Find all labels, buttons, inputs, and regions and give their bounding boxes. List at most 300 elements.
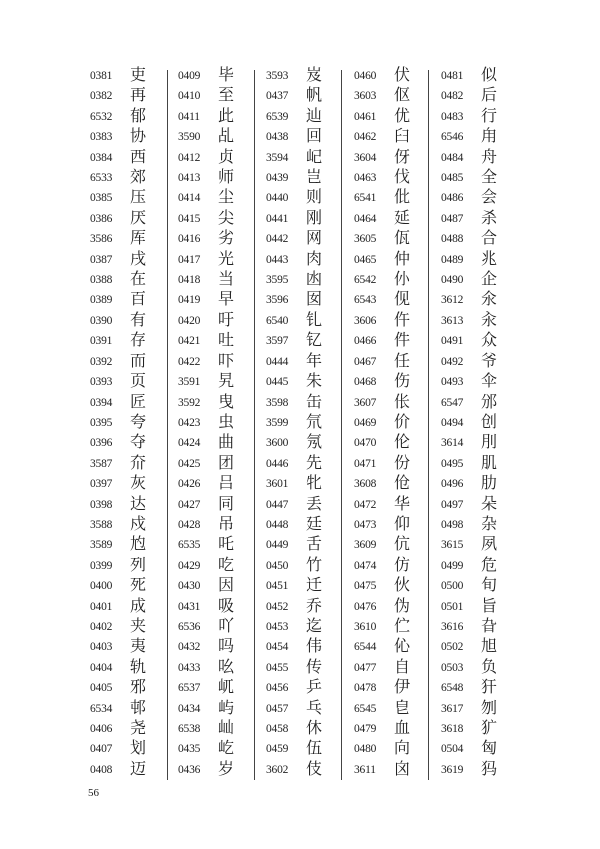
chinese-character: 舟 xyxy=(481,148,498,166)
table-row xyxy=(266,597,352,617)
character-code: 0469 xyxy=(354,416,377,429)
chinese-character: 则 xyxy=(306,189,323,207)
table-row xyxy=(90,515,176,535)
table-row xyxy=(178,372,264,392)
chinese-character: 尘 xyxy=(218,189,235,207)
table-row xyxy=(178,413,264,433)
table-row xyxy=(178,658,264,678)
character-code: 0428 xyxy=(178,518,201,531)
table-row xyxy=(266,148,352,168)
table-row xyxy=(441,699,527,719)
character-code: 0392 xyxy=(90,355,113,368)
chinese-character: 屿 xyxy=(218,699,235,717)
chinese-character: 贞 xyxy=(218,148,235,166)
character-code: 0390 xyxy=(90,314,113,327)
chinese-character: 当 xyxy=(218,271,235,289)
chinese-character: 尥 xyxy=(130,536,147,554)
character-code: 0499 xyxy=(441,559,464,572)
character-code: 0498 xyxy=(441,518,464,531)
table-row xyxy=(441,454,527,474)
chinese-character: 伪 xyxy=(394,597,411,615)
character-code: 0429 xyxy=(178,559,201,572)
character-code: 6539 xyxy=(266,110,289,123)
character-code: 3617 xyxy=(441,702,464,715)
character-code: 0493 xyxy=(441,376,464,389)
table-row xyxy=(178,535,264,555)
table-row xyxy=(441,739,527,759)
table-row xyxy=(441,678,527,698)
chinese-character: 划 xyxy=(130,740,147,758)
character-code: 0403 xyxy=(90,641,113,654)
character-code: 0477 xyxy=(354,661,377,674)
table-row xyxy=(178,209,264,229)
character-code: 6538 xyxy=(178,723,201,735)
character-code: 0386 xyxy=(90,212,113,225)
table-row xyxy=(178,576,264,596)
character-code: 0449 xyxy=(266,539,289,552)
table-row xyxy=(178,760,264,780)
chinese-character: 夙 xyxy=(481,536,498,554)
chinese-character: 吓 xyxy=(218,352,235,370)
table-row xyxy=(178,719,264,739)
chinese-character: 吒 xyxy=(218,536,235,554)
character-code: 3597 xyxy=(266,335,289,348)
chinese-character: 兆 xyxy=(481,250,498,268)
table-row xyxy=(90,168,176,188)
chinese-character: 旭 xyxy=(481,638,498,656)
chinese-character: 吕 xyxy=(218,475,235,493)
character-code: 0448 xyxy=(266,518,289,531)
chinese-character: 吃 xyxy=(218,556,235,574)
chinese-character: 伣 xyxy=(394,291,411,309)
chinese-character: 犴 xyxy=(481,679,498,697)
table-row xyxy=(266,699,352,719)
chinese-character: 件 xyxy=(394,332,411,350)
character-code: 6548 xyxy=(441,682,464,695)
character-code: 0446 xyxy=(266,457,289,470)
character-code: 0381 xyxy=(90,70,113,82)
chinese-character: 先 xyxy=(306,454,323,472)
character-code: 0422 xyxy=(178,355,201,368)
table-row xyxy=(178,86,264,106)
table-row xyxy=(266,229,352,249)
character-code: 0395 xyxy=(90,416,113,429)
chinese-character: 仿 xyxy=(394,556,411,574)
chinese-character: 此 xyxy=(218,107,235,125)
character-code: 3616 xyxy=(441,620,464,633)
character-code: 6547 xyxy=(441,396,464,409)
chinese-character: 囟 xyxy=(394,760,411,778)
chinese-character: 辿 xyxy=(306,107,323,125)
table-row xyxy=(90,433,176,453)
character-code: 0454 xyxy=(266,641,289,654)
character-code: 3610 xyxy=(354,620,377,633)
character-code: 3603 xyxy=(354,90,377,103)
character-code: 3614 xyxy=(441,437,464,450)
character-code: 3604 xyxy=(354,151,377,164)
chinese-character: 行 xyxy=(481,107,498,125)
chinese-character: 伦 xyxy=(394,434,411,452)
chinese-character: 屾 xyxy=(218,720,235,737)
table-row xyxy=(90,290,176,310)
table-row xyxy=(266,739,352,759)
character-code: 0383 xyxy=(90,131,113,144)
chinese-character: 同 xyxy=(218,495,235,513)
chinese-character: 尧 xyxy=(130,720,147,737)
character-code: 0382 xyxy=(90,90,113,103)
character-code: 0481 xyxy=(441,70,464,82)
chinese-character: 吖 xyxy=(218,617,235,635)
column-divider xyxy=(428,70,429,780)
character-code: 0501 xyxy=(441,600,464,613)
character-code: 0462 xyxy=(354,131,377,144)
table-column xyxy=(90,66,176,780)
chinese-character: 劣 xyxy=(218,230,235,248)
character-code: 6541 xyxy=(354,192,377,205)
character-code: 0419 xyxy=(178,294,201,307)
chinese-character: 肋 xyxy=(481,475,498,493)
chinese-character: 乔 xyxy=(306,597,323,615)
character-code: 0470 xyxy=(354,437,377,450)
chinese-character: 而 xyxy=(130,352,147,370)
table-row xyxy=(90,270,176,290)
table-row xyxy=(441,515,527,535)
table-row xyxy=(266,331,352,351)
chinese-character: 轨 xyxy=(130,658,147,676)
chinese-character: 华 xyxy=(394,495,411,513)
chinese-character: 臼 xyxy=(394,128,411,146)
character-code: 0401 xyxy=(90,600,113,613)
character-code: 3586 xyxy=(90,233,113,246)
chinese-character: 旨 xyxy=(481,597,498,615)
character-code: 3588 xyxy=(90,518,113,531)
character-code: 3595 xyxy=(266,274,289,287)
table-row xyxy=(178,331,264,351)
chinese-character: 有 xyxy=(130,311,147,329)
table-row xyxy=(90,66,176,86)
chinese-character: 吁 xyxy=(218,311,235,329)
chinese-character: 合 xyxy=(481,230,498,248)
chinese-character: 向 xyxy=(394,740,411,758)
character-code: 0447 xyxy=(266,498,289,511)
chinese-character: 甪 xyxy=(481,128,498,146)
table-row xyxy=(441,637,527,657)
table-row xyxy=(441,127,527,147)
chinese-character: 乒 xyxy=(306,679,323,697)
chinese-character: 回 xyxy=(306,128,323,146)
table-row xyxy=(266,127,352,147)
character-code: 3612 xyxy=(441,294,464,307)
chinese-character: 伙 xyxy=(394,577,411,595)
chinese-character: 毕 xyxy=(218,67,235,84)
chinese-character: 团 xyxy=(218,454,235,472)
chinese-character: 页 xyxy=(130,373,147,391)
character-code: 3592 xyxy=(178,396,201,409)
table-row xyxy=(441,393,527,413)
chinese-character: 屺 xyxy=(306,148,323,166)
character-code: 0480 xyxy=(354,743,377,756)
chinese-character: 灰 xyxy=(130,475,147,493)
table-row xyxy=(441,148,527,168)
table-row xyxy=(90,188,176,208)
character-code: 0412 xyxy=(178,151,201,164)
chinese-character: 肉 xyxy=(306,250,323,268)
table-column xyxy=(178,66,264,780)
table-row xyxy=(441,617,527,637)
character-code: 0408 xyxy=(90,763,113,776)
chinese-character: 竹 xyxy=(306,556,323,574)
chinese-character: 氘 xyxy=(306,413,323,431)
table-row xyxy=(90,597,176,617)
character-code: 0402 xyxy=(90,620,113,633)
chinese-character: 列 xyxy=(130,556,147,574)
chinese-character: 尖 xyxy=(218,209,235,227)
chinese-character: 舌 xyxy=(306,536,323,554)
chinese-character: 迄 xyxy=(306,617,323,635)
character-code: 0442 xyxy=(266,233,289,246)
character-code: 0425 xyxy=(178,457,201,470)
chinese-character: 乩 xyxy=(218,128,235,146)
chinese-character: 迈 xyxy=(130,760,147,778)
chinese-character: 皀 xyxy=(394,699,411,717)
character-code: 0472 xyxy=(354,498,377,511)
table-row xyxy=(90,393,176,413)
table-row xyxy=(441,86,527,106)
character-code: 3598 xyxy=(266,396,289,409)
chinese-character: 伛 xyxy=(394,87,411,105)
table-row xyxy=(266,290,352,310)
chinese-character: 再 xyxy=(130,87,147,105)
table-row xyxy=(266,678,352,698)
chinese-character: 伫 xyxy=(394,617,411,635)
character-code: 0471 xyxy=(354,457,377,470)
table-row xyxy=(266,188,352,208)
character-code: 0407 xyxy=(90,743,113,756)
table-row xyxy=(441,433,527,453)
chinese-character: 杀 xyxy=(481,209,498,227)
table-row xyxy=(441,658,527,678)
character-code: 6535 xyxy=(178,539,201,552)
character-code: 6543 xyxy=(354,294,377,307)
table-row xyxy=(178,617,264,637)
character-code: 0406 xyxy=(90,723,113,735)
table-row xyxy=(90,495,176,515)
table-row xyxy=(90,107,176,127)
table-row xyxy=(266,454,352,474)
chinese-character: 邠 xyxy=(481,393,498,411)
character-code: 0492 xyxy=(441,355,464,368)
table-row xyxy=(178,393,264,413)
chinese-character: 刖 xyxy=(481,434,498,452)
chinese-character: 曲 xyxy=(218,434,235,452)
chinese-character: 犷 xyxy=(481,720,498,737)
table-row xyxy=(178,311,264,331)
chinese-character: 旯 xyxy=(218,373,235,391)
character-code: 0434 xyxy=(178,702,201,715)
table-row xyxy=(266,535,352,555)
chinese-character: 早 xyxy=(218,291,235,309)
character-code: 6546 xyxy=(441,131,464,144)
table-row xyxy=(178,556,264,576)
chinese-character: 凼 xyxy=(306,271,323,289)
character-code: 0393 xyxy=(90,376,113,389)
chinese-character: 负 xyxy=(481,658,498,676)
chinese-character: 夸 xyxy=(130,413,147,431)
chinese-character: 光 xyxy=(218,250,235,268)
character-code: 0384 xyxy=(90,151,113,164)
table-row xyxy=(441,311,527,331)
table-row xyxy=(90,352,176,372)
character-code: 0495 xyxy=(441,457,464,470)
table-row xyxy=(441,66,527,86)
character-code: 0394 xyxy=(90,396,113,409)
table-row xyxy=(178,474,264,494)
character-code: 0411 xyxy=(178,110,200,123)
chinese-character: 汆 xyxy=(481,311,498,329)
chinese-character: 企 xyxy=(481,271,498,289)
character-code: 3605 xyxy=(354,233,377,246)
table-row xyxy=(178,637,264,657)
chinese-character: 吐 xyxy=(218,332,235,350)
table-row xyxy=(90,719,176,739)
chinese-character: 后 xyxy=(481,87,498,105)
table-row xyxy=(441,535,527,555)
table-row xyxy=(266,413,352,433)
chinese-character: 伎 xyxy=(306,760,323,778)
table-row xyxy=(266,393,352,413)
table-row xyxy=(266,352,352,372)
character-code: 0444 xyxy=(266,355,289,368)
chinese-character: 伊 xyxy=(394,679,411,697)
table-row xyxy=(90,127,176,147)
character-code: 3606 xyxy=(354,314,377,327)
table-row xyxy=(178,678,264,698)
page-number: 56 xyxy=(88,787,99,799)
character-code: 0457 xyxy=(266,702,289,715)
table-row xyxy=(90,148,176,168)
character-code: 0497 xyxy=(441,498,464,511)
chinese-character: 厍 xyxy=(130,230,147,248)
character-code: 0432 xyxy=(178,641,201,654)
table-row xyxy=(178,699,264,719)
table-row xyxy=(266,311,352,331)
table-row xyxy=(266,576,352,596)
table-row xyxy=(178,127,264,147)
character-code: 0455 xyxy=(266,661,289,674)
table-row xyxy=(90,372,176,392)
chinese-character: 缶 xyxy=(306,393,323,411)
character-code: 0490 xyxy=(441,274,464,287)
table-row xyxy=(266,372,352,392)
chinese-character: 休 xyxy=(306,720,323,737)
table-row xyxy=(266,209,352,229)
table-row xyxy=(441,270,527,290)
character-code: 0475 xyxy=(354,580,377,593)
chinese-character: 夷 xyxy=(130,638,147,656)
chinese-character: 似 xyxy=(481,67,498,84)
table-row xyxy=(441,576,527,596)
chinese-character: 郊 xyxy=(130,169,147,187)
character-code: 0456 xyxy=(266,682,289,695)
character-code: 0439 xyxy=(266,172,289,185)
character-code: 3594 xyxy=(266,151,289,164)
table-row xyxy=(441,229,527,249)
chinese-character: 任 xyxy=(394,352,411,370)
chinese-character: 成 xyxy=(130,597,147,615)
table-row xyxy=(178,270,264,290)
table-column xyxy=(441,66,527,780)
character-code: 0410 xyxy=(178,90,201,103)
character-code: 0397 xyxy=(90,478,113,491)
character-code: 0414 xyxy=(178,192,201,205)
character-code: 0465 xyxy=(354,253,377,266)
table-row xyxy=(90,658,176,678)
table-row xyxy=(266,495,352,515)
character-code: 0427 xyxy=(178,498,201,511)
table-row xyxy=(178,107,264,127)
chinese-character: 年 xyxy=(306,352,323,370)
table-row xyxy=(441,474,527,494)
chinese-character: 厌 xyxy=(130,209,147,227)
chinese-character: 吆 xyxy=(218,658,235,676)
character-code: 6536 xyxy=(178,620,201,633)
table-row xyxy=(178,168,264,188)
chinese-character: 钆 xyxy=(306,311,323,329)
character-code: 0487 xyxy=(441,212,464,225)
table-row xyxy=(178,148,264,168)
character-code: 0503 xyxy=(441,661,464,674)
character-code: 0400 xyxy=(90,580,113,593)
chinese-character: 伐 xyxy=(394,169,411,187)
character-code: 3619 xyxy=(441,763,464,776)
chinese-character: 曳 xyxy=(218,393,235,411)
table-row xyxy=(90,739,176,759)
chinese-character: 存 xyxy=(130,332,147,350)
character-code: 0385 xyxy=(90,192,113,205)
character-code: 0466 xyxy=(354,335,377,348)
table-row xyxy=(266,760,352,780)
chinese-character: 刎 xyxy=(481,699,498,717)
character-code: 0500 xyxy=(441,580,464,593)
table-row xyxy=(441,331,527,351)
table-row xyxy=(90,678,176,698)
chinese-character: 份 xyxy=(394,454,411,472)
chinese-character: 杂 xyxy=(481,515,498,533)
table-row xyxy=(90,229,176,249)
table-row xyxy=(441,597,527,617)
chinese-character: 伥 xyxy=(394,393,411,411)
character-code: 3613 xyxy=(441,314,464,327)
character-code: 0502 xyxy=(441,641,464,654)
chinese-character: 屼 xyxy=(218,679,235,697)
table-row xyxy=(441,495,527,515)
character-code: 0433 xyxy=(178,661,201,674)
character-code: 0388 xyxy=(90,274,113,287)
character-code: 0443 xyxy=(266,253,289,266)
table-row xyxy=(441,107,527,127)
character-code: 0482 xyxy=(441,90,464,103)
character-code: 0452 xyxy=(266,600,289,613)
chinese-character: 囡 xyxy=(306,291,323,309)
chinese-character: 廷 xyxy=(306,515,323,533)
character-code: 3602 xyxy=(266,763,289,776)
character-code: 0421 xyxy=(178,335,201,348)
character-code: 0460 xyxy=(354,70,377,82)
chinese-character: 丢 xyxy=(306,495,323,513)
character-code: 0424 xyxy=(178,437,201,450)
table-row xyxy=(178,352,264,372)
chinese-character: 氽 xyxy=(481,291,498,309)
